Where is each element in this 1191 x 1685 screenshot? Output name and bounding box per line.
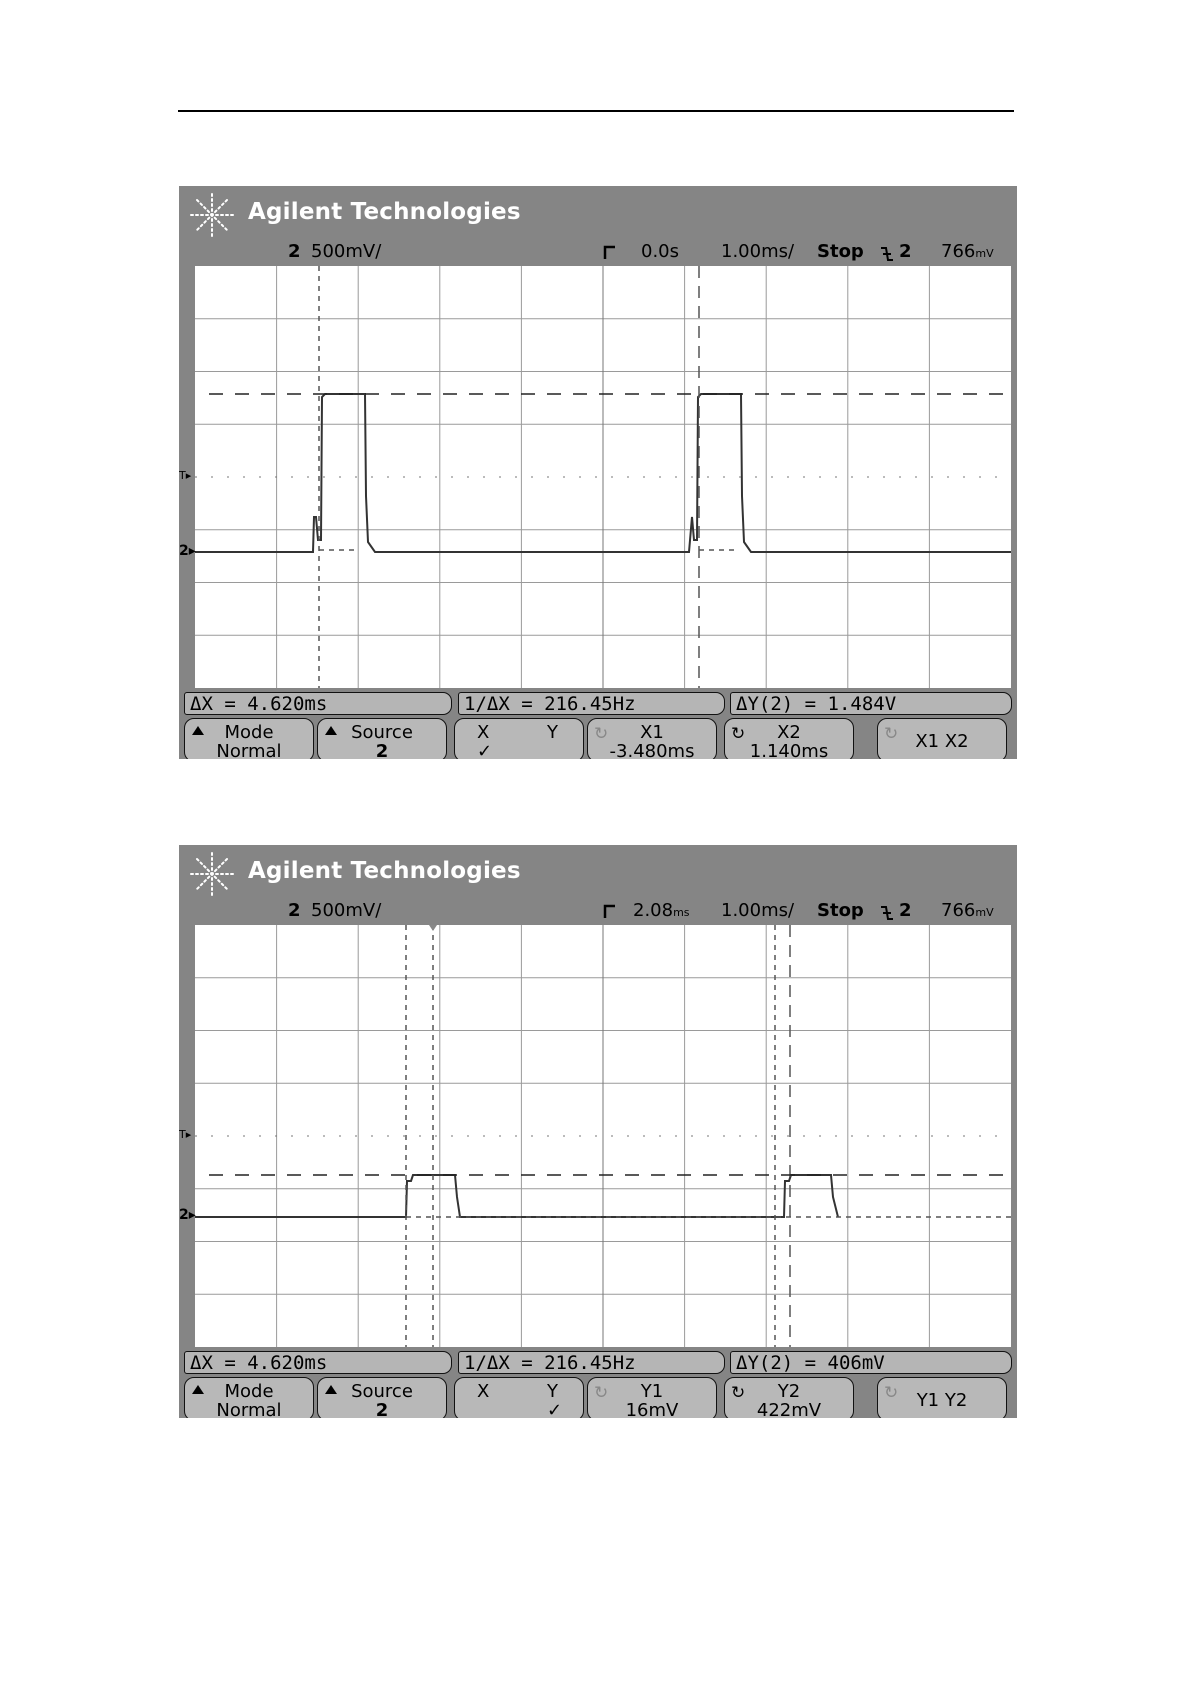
channel-number: 2 — [288, 241, 301, 262]
softkey-cursor-2-value: 1.140ms — [749, 741, 829, 759]
trigger-level-value: 766 — [941, 900, 976, 921]
channel-2-ground-marker-icon: 2▸ — [179, 543, 196, 559]
time-per-div-value: 1.00 — [721, 900, 762, 921]
delay-value: 0.0s — [641, 241, 680, 262]
softkey-y-option: Y — [547, 722, 558, 743]
trigger-position-icon — [601, 244, 617, 260]
channel-2-ground-marker-icon: 2▸ — [179, 1207, 196, 1223]
volts-per-div — [311, 241, 381, 262]
entry-knob-icon: ↻ — [594, 1383, 609, 1403]
measurement-delta-x: ΔX = 4.620ms — [184, 692, 452, 715]
trigger-level — [941, 900, 994, 921]
time-per-div-unit: ms/ — [761, 241, 795, 262]
brand-name: Agilent Technologies — [248, 858, 521, 884]
trigger-channel: 2 — [899, 241, 912, 262]
trigger-level-marker-icon: T▸ — [179, 1128, 192, 1141]
delay-number: 2.08 — [633, 900, 674, 921]
softkey-x-option: X — [477, 722, 490, 743]
oscilloscope-screen-2 — [179, 845, 1017, 1418]
softkey-source-label: Source — [351, 1381, 413, 1402]
softkey-cursor-1-value: -3.480ms — [609, 741, 695, 759]
softkey-cursor-pair-label: X1 X2 — [915, 731, 969, 752]
volts-per-div-value: 500 — [311, 241, 346, 262]
softkey-cursor-2-value: 422mV — [756, 1400, 822, 1418]
softkey-cursor-pair-label: Y1 Y2 — [916, 1390, 968, 1411]
softkey-mode-value: Normal — [216, 1400, 282, 1418]
entry-knob-icon: ↻ — [884, 724, 899, 744]
volts-per-div-value: 500 — [311, 900, 346, 921]
measurement-inv-delta-x: 1/ΔX = 216.45Hz — [458, 1351, 725, 1374]
graticule-grid — [195, 266, 1011, 688]
softkey-cursor-2[interactable] — [724, 718, 854, 759]
trigger-channel: 2 — [899, 900, 912, 921]
softkey-y-option: Y — [547, 1381, 558, 1402]
trigger-edge-falling-icon — [879, 244, 895, 262]
channel-2-trace — [195, 1175, 838, 1217]
oscilloscope-screen-1 — [179, 186, 1017, 759]
brand-name: Agilent Technologies — [248, 199, 521, 225]
entry-knob-icon: ↻ — [594, 724, 609, 744]
waveform-display — [195, 925, 1011, 1347]
softkey-cursor-1[interactable] — [587, 718, 717, 759]
volts-per-div-unit: mV/ — [345, 900, 382, 921]
measurement-delta-x: ΔX = 4.620ms — [184, 1351, 452, 1374]
run-state: Stop — [817, 900, 864, 921]
delay-unit: ms — [673, 906, 690, 919]
softkey-cursor-pair[interactable] — [877, 718, 1007, 759]
softkey-cursor-1-value: 16mV — [625, 1400, 679, 1418]
trigger-position-icon — [601, 903, 617, 919]
softkey-x-option: X — [477, 1381, 490, 1402]
softkey-mode[interactable] — [184, 718, 314, 759]
waveform-display — [195, 266, 1011, 688]
softkey-mode-label: Mode — [224, 1381, 274, 1402]
softkey-cursor-2-label: Y2 — [777, 1381, 801, 1402]
softkey-cursor-pair[interactable] — [877, 1377, 1007, 1418]
softkey-mode-value: Normal — [216, 741, 282, 759]
trigger-level-value: 766 — [941, 241, 976, 262]
delay-marker-icon — [429, 925, 437, 931]
measurement-inv-delta-x: 1/ΔX = 216.45Hz — [458, 692, 725, 715]
time-per-div-value: 1.00 — [721, 241, 762, 262]
softkey-cursor-1-label: Y1 — [640, 1381, 664, 1402]
trigger-level — [941, 241, 994, 262]
time-per-div — [721, 900, 794, 921]
agilent-spark-logo-icon — [187, 849, 237, 899]
measurement-delta-y: ΔY(2) = 1.484V — [730, 692, 1012, 715]
softkey-mode-label: Mode — [224, 722, 274, 743]
softkey-source[interactable] — [317, 718, 447, 759]
entry-knob-icon: ↻ — [884, 1383, 899, 1403]
time-per-div-unit: ms/ — [761, 900, 795, 921]
run-state: Stop — [817, 241, 864, 262]
softkey-xy[interactable] — [454, 718, 584, 759]
softkey-source-value: 2 — [375, 1400, 389, 1418]
softkey-source[interactable] — [317, 1377, 447, 1418]
softkey-mode[interactable] — [184, 1377, 314, 1418]
trigger-edge-falling-icon — [879, 903, 895, 921]
agilent-spark-logo-icon — [187, 190, 237, 240]
trigger-level-marker-icon: T▸ — [179, 469, 192, 482]
page-rule — [178, 110, 1014, 112]
softkey-source-label: Source — [351, 722, 413, 743]
softkey-cursor-2[interactable] — [724, 1377, 854, 1418]
measurement-delta-y: ΔY(2) = 406mV — [730, 1351, 1012, 1374]
volts-per-div-unit: mV/ — [345, 241, 382, 262]
softkey-cursor-2-label: X2 — [777, 722, 801, 743]
volts-per-div — [311, 900, 381, 921]
entry-knob-icon: ↻ — [731, 724, 746, 744]
softkey-cursor-1-label: X1 — [640, 722, 664, 743]
channel-number: 2 — [288, 900, 301, 921]
selected-check-icon: ✓ — [477, 741, 493, 759]
delay-value — [633, 900, 690, 921]
time-per-div — [721, 241, 794, 262]
softkey-source-value: 2 — [375, 741, 389, 759]
trigger-level-unit: mV — [975, 247, 994, 260]
softkey-cursor-1[interactable] — [587, 1377, 717, 1418]
graticule-grid — [195, 925, 1011, 1347]
entry-knob-icon: ↻ — [731, 1383, 746, 1403]
selected-check-icon: ✓ — [547, 1400, 563, 1418]
softkey-xy[interactable] — [454, 1377, 584, 1418]
trigger-level-unit: mV — [975, 906, 994, 919]
